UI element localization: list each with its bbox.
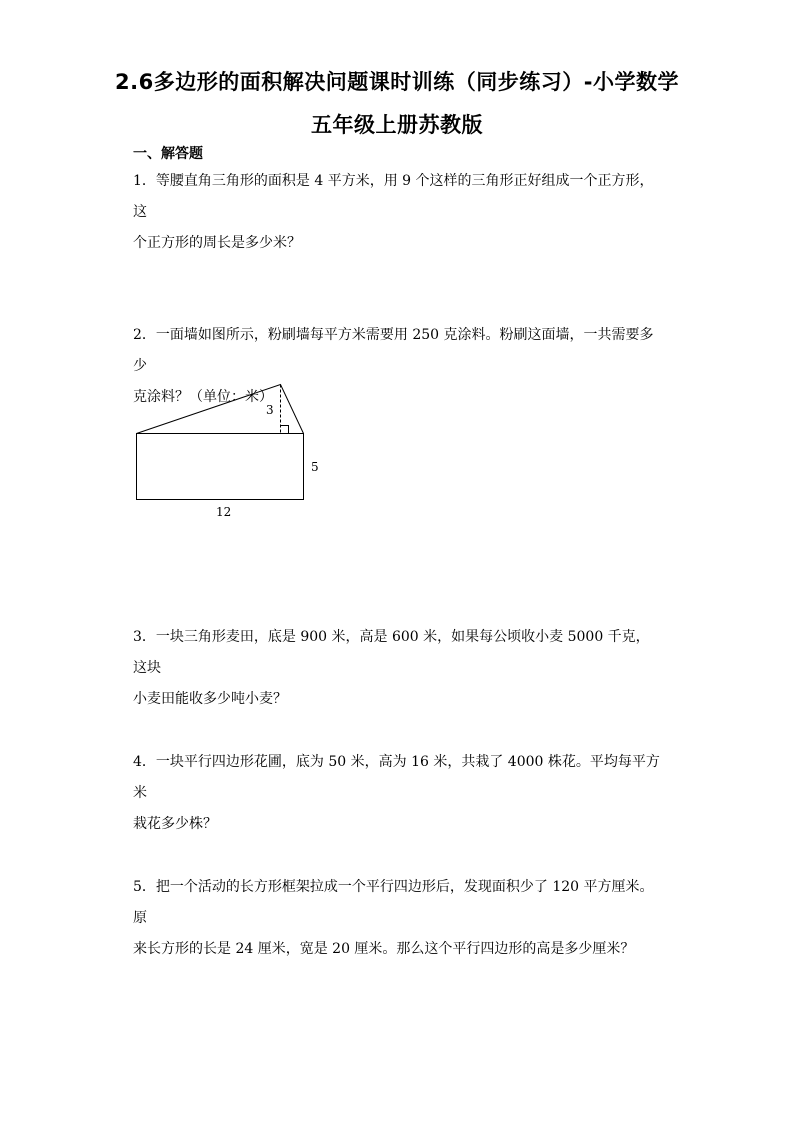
base-label: 12 — [216, 505, 232, 519]
section-heading: 一、解答题 — [133, 146, 203, 162]
question-1: 1．等腰直角三角形的面积是 4 平方米，用 9 个这样的三角形正好组成一个正方形，这 个正方形的周长是多少米？ — [133, 173, 654, 251]
question-3: 3．一块三角形麦田，底是 900 米，高是 600 米，如果每公顷收小麦 5000 千克，这块 小麦田能收多少吨小麦？ — [133, 629, 650, 707]
question-4: 4．一块平行四边形花圃，底为 50 米，高为 16 米，共栽了 4000 株花。平均每平方米 栽花多少株？ — [133, 754, 660, 832]
question-2: 2．一面墙如图所示，粉刷墙每平方米需要用 250 克涂料。粉刷这面墙，一共需要多少 克涂料？（单位：米） — [133, 327, 654, 405]
right-angle-mark — [281, 426, 289, 434]
height-label: 3 — [266, 403, 274, 417]
wall-triangle — [137, 385, 304, 434]
document-title-line-1: 2.6多边形的面积解决问题课时训练（同步练习）-小学数学 — [115, 70, 679, 94]
question-5: 5．把一个活动的长方形框架拉成一个平行四边形后，发现面积少了 120 平方厘米。原 来长方形的长是 24 厘米，宽是 20 厘米。那么这个平行四边形的高是多少厘米？ — [133, 879, 654, 957]
wall-rectangle — [137, 434, 304, 500]
wall-diagram — [125, 378, 335, 528]
document-title-line-2: 五年级上册苏教版 — [311, 113, 483, 137]
side-label: 5 — [311, 460, 319, 474]
